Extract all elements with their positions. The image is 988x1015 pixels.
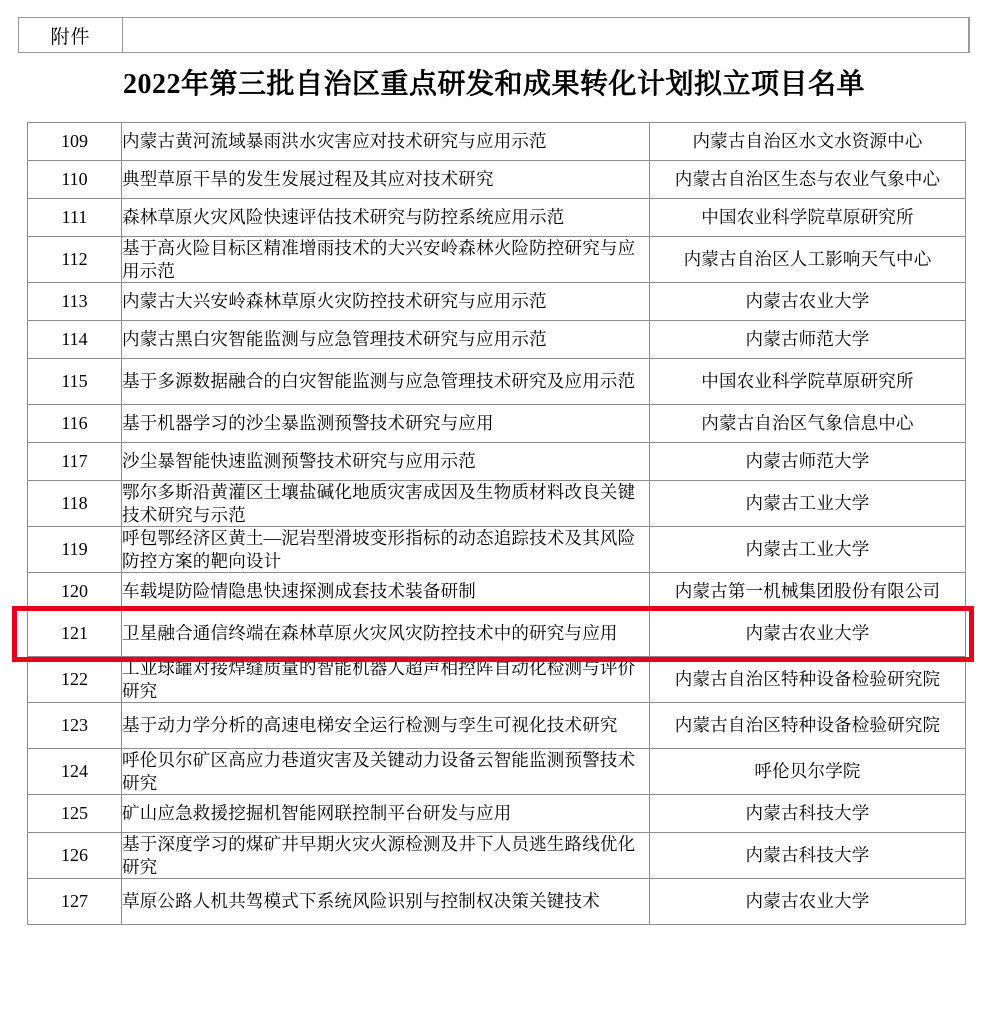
table-row (28, 703, 966, 749)
project-organization: 呼伦贝尔学院 (650, 749, 966, 795)
project-organization: 内蒙古自治区气象信息中心 (650, 405, 966, 443)
project-name: 内蒙古黑白灾智能监测与应急管理技术研究与应用示范 (122, 321, 650, 359)
page-title: 2022年第三批自治区重点研发和成果转化计划拟立项目名单 (122, 69, 865, 100)
table-body (28, 123, 966, 925)
project-organization: 内蒙古农业大学 (650, 611, 966, 657)
row-number: 110 (28, 161, 122, 199)
project-name: 车载堤防险情隐患快速探测成套技术装备研制 (122, 573, 650, 611)
project-organization: 内蒙古第一机械集团股份有限公司 (650, 573, 966, 611)
project-name: 基于高火险目标区精准增雨技术的大兴安岭森林火险防控研究与应用示范 (122, 237, 650, 283)
table-row (28, 443, 966, 481)
table-row (28, 123, 966, 161)
project-organization: 中国农业科学院草原研究所 (650, 199, 966, 237)
table-row (28, 657, 966, 703)
project-name: 基于深度学习的煤矿井早期火灾火源检测及井下人员逃生路线优化研究 (122, 833, 650, 879)
row-number: 127 (28, 879, 122, 925)
project-organization: 内蒙古农业大学 (650, 283, 966, 321)
row-number: 125 (28, 795, 122, 833)
attachment-header-blank (123, 18, 969, 52)
project-name: 呼包鄂经济区黄土—泥岩型滑坡变形指标的动态追踪技术及其风险防控方案的靶向设计 (122, 527, 650, 573)
project-name: 沙尘暴智能快速监测预警技术研究与应用示范 (122, 443, 650, 481)
table-row (28, 611, 966, 657)
project-name: 基于动力学分析的高速电梯安全运行检测与孪生可视化技术研究 (122, 703, 650, 749)
project-name: 鄂尔多斯沿黄灌区土壤盐碱化地质灾害成因及生物质材料改良关键技术研究与示范 (122, 481, 650, 527)
project-name: 呼伦贝尔矿区高应力巷道灾害及关键动力设备云智能监测预警技术研究 (122, 749, 650, 795)
project-list-table (27, 122, 966, 925)
row-number: 120 (28, 573, 122, 611)
row-number: 114 (28, 321, 122, 359)
project-name: 典型草原干旱的发生发展过程及其应对技术研究 (122, 161, 650, 199)
table-row (28, 199, 966, 237)
row-number: 124 (28, 749, 122, 795)
project-list-table-wrap (27, 122, 965, 925)
table-row (28, 833, 966, 879)
table-row (28, 527, 966, 573)
project-organization: 内蒙古师范大学 (650, 443, 966, 481)
table-row (28, 879, 966, 925)
row-number: 118 (28, 481, 122, 527)
table-row (28, 237, 966, 283)
project-organization: 中国农业科学院草原研究所 (650, 359, 966, 405)
attachment-label: 附件 (19, 18, 123, 52)
table-row (28, 321, 966, 359)
project-organization: 内蒙古工业大学 (650, 527, 966, 573)
project-organization: 内蒙古科技大学 (650, 795, 966, 833)
row-number: 113 (28, 283, 122, 321)
row-number: 121 (28, 611, 122, 657)
project-organization: 内蒙古自治区特种设备检验研究院 (650, 703, 966, 749)
table-row (28, 283, 966, 321)
project-name: 内蒙古大兴安岭森林草原火灾防控技术研究与应用示范 (122, 283, 650, 321)
project-organization: 内蒙古科技大学 (650, 833, 966, 879)
row-number: 119 (28, 527, 122, 573)
table-row (28, 795, 966, 833)
project-name: 森林草原火灾风险快速评估技术研究与防控系统应用示范 (122, 199, 650, 237)
row-number: 117 (28, 443, 122, 481)
project-name: 卫星融合通信终端在森林草原火灾风灾防控技术中的研究与应用 (122, 611, 650, 657)
table-row (28, 405, 966, 443)
row-number: 122 (28, 657, 122, 703)
table-row (28, 573, 966, 611)
row-number: 109 (28, 123, 122, 161)
project-organization: 内蒙古农业大学 (650, 879, 966, 925)
table-row (28, 481, 966, 527)
project-organization: 内蒙古工业大学 (650, 481, 966, 527)
project-organization: 内蒙古自治区人工影响天气中心 (650, 237, 966, 283)
table-row (28, 161, 966, 199)
project-name: 基于机器学习的沙尘暴监测预警技术研究与应用 (122, 405, 650, 443)
project-organization: 内蒙古自治区水文水资源中心 (650, 123, 966, 161)
table-row (28, 359, 966, 405)
project-organization: 内蒙古自治区生态与农业气象中心 (650, 161, 966, 199)
project-name: 基于多源数据融合的白灾智能监测与应急管理技术研究及应用示范 (122, 359, 650, 405)
table-row (28, 749, 966, 795)
project-name: 草原公路人机共驾模式下系统风险识别与控制权决策关键技术 (122, 879, 650, 925)
row-number: 126 (28, 833, 122, 879)
project-organization: 内蒙古自治区特种设备检验研究院 (650, 657, 966, 703)
row-number: 111 (28, 199, 122, 237)
attachment-header-row (18, 17, 970, 53)
row-number: 115 (28, 359, 122, 405)
project-organization: 内蒙古师范大学 (650, 321, 966, 359)
row-number: 116 (28, 405, 122, 443)
project-name: 矿山应急救援挖掘机智能网联控制平台研发与应用 (122, 795, 650, 833)
row-number: 123 (28, 703, 122, 749)
row-number: 112 (28, 237, 122, 283)
project-name: 工业球罐对接焊缝质量的智能机器人超声相控阵自动化检测与评价研究 (122, 657, 650, 703)
project-name: 内蒙古黄河流域暴雨洪水灾害应对技术研究与应用示范 (122, 123, 650, 161)
